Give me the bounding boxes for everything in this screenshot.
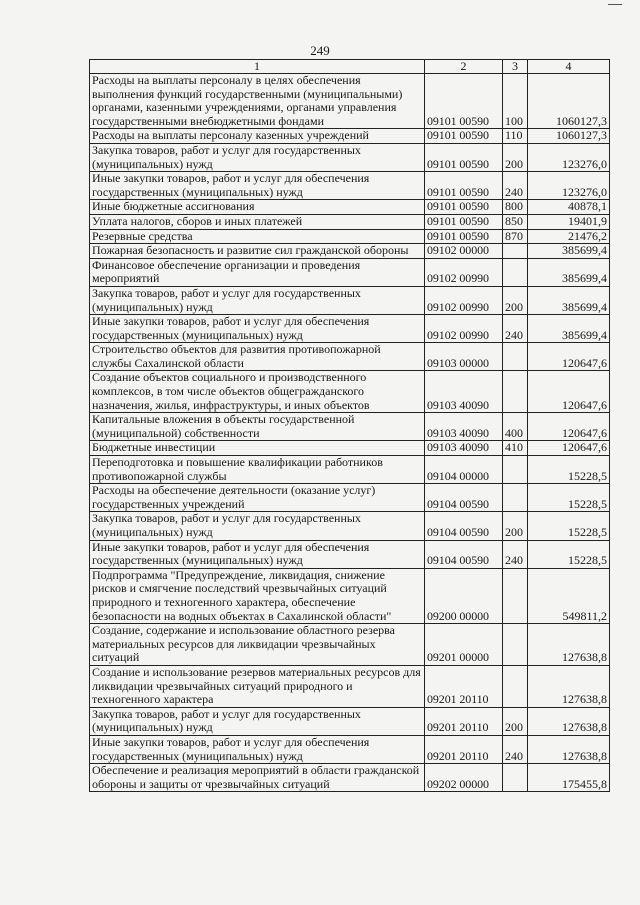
row-sum-cell: 1060127,3	[528, 129, 610, 144]
row-name-cell: Создание объектов социального и производственного комплексов, в том числе объектов общегражданского назначения, жилья, инфраструктуры, и иных объектов	[90, 371, 425, 413]
row-sum-cell: 385699,4	[528, 258, 610, 286]
table-row	[90, 665, 610, 707]
row-sum-cell: 123276,0	[528, 143, 610, 171]
row-vr-cell	[503, 371, 528, 413]
row-name-cell: Капитальные вложения в объекты государственной (муниципальной) собственности	[90, 413, 425, 441]
row-name-cell: Бюджетные инвестиции	[90, 441, 425, 456]
row-sum-cell: 127638,8	[528, 707, 610, 735]
row-vr-cell	[503, 568, 528, 623]
row-name-cell: Закупка товаров, работ и услуг для государственных (муниципальных) нужд	[90, 707, 425, 735]
table-row	[90, 343, 610, 371]
row-sum-cell: 15228,5	[528, 512, 610, 540]
row-vr-cell	[503, 624, 528, 666]
row-sum-cell: 127638,8	[528, 665, 610, 707]
table-row	[90, 441, 610, 456]
row-code-cell: 09101 00590	[425, 129, 503, 144]
row-code-cell: 09201 20110	[425, 735, 503, 763]
table-row	[90, 229, 610, 244]
row-code-cell: 09101 00590	[425, 143, 503, 171]
row-vr-cell	[503, 764, 528, 792]
row-name-cell: Иные закупки товаров, работ и услуг для обеспечения государственных (муниципальных) нужд	[90, 735, 425, 763]
row-name-cell: Создание, содержание и использование областного резерва материальных ресурсов для ликвидации чрезвычайных ситуаций	[90, 624, 425, 666]
row-code-cell: 09104 00590	[425, 512, 503, 540]
row-sum-cell: 127638,8	[528, 624, 610, 666]
row-vr-cell: 240	[503, 735, 528, 763]
corner-mark	[608, 4, 622, 5]
row-vr-cell: 870	[503, 229, 528, 244]
row-sum-cell: 175455,8	[528, 764, 610, 792]
table-row	[90, 258, 610, 286]
row-sum-cell: 120647,6	[528, 371, 610, 413]
row-sum-cell: 15228,5	[528, 540, 610, 568]
row-vr-cell	[503, 244, 528, 259]
row-vr-cell: 200	[503, 512, 528, 540]
row-code-cell: 09101 00590	[425, 74, 503, 129]
table-row	[90, 244, 610, 259]
row-code-cell: 09200 00000	[425, 568, 503, 623]
row-vr-cell: 100	[503, 74, 528, 129]
row-sum-cell: 15228,5	[528, 456, 610, 484]
header-row	[90, 60, 610, 74]
row-code-cell: 09201 00000	[425, 624, 503, 666]
row-name-cell: Создание и использование резервов материальных ресурсов для ликвидации чрезвычайных ситуаций природного и техногенного характера	[90, 665, 425, 707]
row-name-cell: Закупка товаров, работ и услуг для государственных (муниципальных) нужд	[90, 286, 425, 314]
table-row	[90, 74, 610, 129]
table-row	[90, 512, 610, 540]
row-code-cell: 09102 00990	[425, 315, 503, 343]
row-sum-cell: 385699,4	[528, 315, 610, 343]
row-sum-cell: 123276,0	[528, 172, 610, 200]
row-code-cell: 09104 00590	[425, 540, 503, 568]
row-sum-cell: 549811,2	[528, 568, 610, 623]
table-row	[90, 143, 610, 171]
table-row	[90, 624, 610, 666]
row-code-cell: 09102 00990	[425, 286, 503, 314]
row-code-cell: 09102 00990	[425, 258, 503, 286]
table-row	[90, 200, 610, 215]
row-name-cell: Уплата налогов, сборов и иных платежей	[90, 214, 425, 229]
row-vr-cell: 400	[503, 413, 528, 441]
row-code-cell: 09201 20110	[425, 665, 503, 707]
row-name-cell: Обеспечение и реализация мероприятий в области гражданской обороны и защиты от чрезвычайных ситуаций	[90, 764, 425, 792]
row-sum-cell: 120647,6	[528, 343, 610, 371]
header-col-code: 2	[425, 60, 503, 74]
row-name-cell: Иные закупки товаров, работ и услуг для обеспечения государственных (муниципальных) нужд	[90, 315, 425, 343]
row-name-cell: Расходы на выплаты персоналу казенных учреждений	[90, 129, 425, 144]
row-name-cell: Иные закупки товаров, работ и услуг для обеспечения государственных (муниципальных) нужд	[90, 172, 425, 200]
row-name-cell: Расходы на выплаты персоналу в целях обеспечения выполнения функций государственными (муниципальными) органами, казенными учреждениями, органами управления государственными внебюджетными фондами	[90, 74, 425, 129]
row-sum-cell: 120647,6	[528, 441, 610, 456]
row-name-cell: Переподготовка и повышение квалификации работников противопожарной службы	[90, 456, 425, 484]
row-vr-cell: 110	[503, 129, 528, 144]
row-vr-cell	[503, 343, 528, 371]
row-sum-cell: 40878,1	[528, 200, 610, 215]
row-vr-cell: 410	[503, 441, 528, 456]
row-vr-cell: 240	[503, 315, 528, 343]
row-vr-cell	[503, 665, 528, 707]
row-name-cell: Строительство объектов для развития противопожарной службы Сахалинской области	[90, 343, 425, 371]
table-row	[90, 456, 610, 484]
table-row	[90, 735, 610, 763]
row-name-cell: Иные бюджетные ассигнования	[90, 200, 425, 215]
row-sum-cell: 385699,4	[528, 286, 610, 314]
row-vr-cell: 800	[503, 200, 528, 215]
row-name-cell: Финансовое обеспечение организации и проведения мероприятий	[90, 258, 425, 286]
row-code-cell: 09202 00000	[425, 764, 503, 792]
header-col-vr: 3	[503, 60, 528, 74]
table-row	[90, 707, 610, 735]
table-row	[90, 413, 610, 441]
table-row	[90, 129, 610, 144]
row-sum-cell: 120647,6	[528, 413, 610, 441]
table-row	[90, 371, 610, 413]
row-sum-cell: 1060127,3	[528, 74, 610, 129]
table-row	[90, 540, 610, 568]
row-name-cell: Пожарная безопасность и развитие сил гражданской обороны	[90, 244, 425, 259]
row-code-cell: 09104 00000	[425, 456, 503, 484]
row-vr-cell: 850	[503, 214, 528, 229]
row-code-cell: 09101 00590	[425, 200, 503, 215]
row-name-cell: Расходы на обеспечение деятельности (оказание услуг) государственных учреждений	[90, 484, 425, 512]
row-vr-cell	[503, 456, 528, 484]
header-col-sum: 4	[528, 60, 610, 74]
row-vr-cell: 200	[503, 143, 528, 171]
row-code-cell: 09103 00000	[425, 343, 503, 371]
table-row	[90, 315, 610, 343]
row-code-cell: 09103 40090	[425, 371, 503, 413]
row-vr-cell: 200	[503, 707, 528, 735]
page-number: 249	[310, 43, 330, 58]
row-sum-cell: 19401,9	[528, 214, 610, 229]
row-code-cell: 09201 20110	[425, 707, 503, 735]
row-vr-cell: 240	[503, 172, 528, 200]
row-name-cell: Подпрограмма "Предупреждение, ликвидация, снижение рисков и смягчение последствий чрезвычайных ситуаций природного и техногенного характера, обеспечение безопасности на водных объектах в Сахалинской области"	[90, 568, 425, 623]
row-vr-cell	[503, 258, 528, 286]
table-row	[90, 172, 610, 200]
row-code-cell: 09101 00590	[425, 172, 503, 200]
table-row	[90, 214, 610, 229]
row-code-cell: 09101 00590	[425, 229, 503, 244]
budget-table	[89, 59, 610, 792]
row-code-cell: 09103 40090	[425, 441, 503, 456]
row-code-cell: 09101 00590	[425, 214, 503, 229]
table-row	[90, 568, 610, 623]
header-col-name: 1	[90, 60, 425, 74]
row-sum-cell: 21476,2	[528, 229, 610, 244]
table-row	[90, 484, 610, 512]
row-sum-cell: 127638,8	[528, 735, 610, 763]
row-vr-cell: 240	[503, 540, 528, 568]
table-row	[90, 764, 610, 792]
row-code-cell: 09103 40090	[425, 413, 503, 441]
row-name-cell: Резервные средства	[90, 229, 425, 244]
row-vr-cell: 200	[503, 286, 528, 314]
row-code-cell: 09104 00590	[425, 484, 503, 512]
table-row	[90, 286, 610, 314]
row-sum-cell: 385699,4	[528, 244, 610, 259]
row-sum-cell: 15228,5	[528, 484, 610, 512]
row-name-cell: Иные закупки товаров, работ и услуг для обеспечения государственных (муниципальных) нужд	[90, 540, 425, 568]
row-name-cell: Закупка товаров, работ и услуг для государственных (муниципальных) нужд	[90, 512, 425, 540]
row-name-cell: Закупка товаров, работ и услуг для государственных (муниципальных) нужд	[90, 143, 425, 171]
row-vr-cell	[503, 484, 528, 512]
row-code-cell: 09102 00000	[425, 244, 503, 259]
